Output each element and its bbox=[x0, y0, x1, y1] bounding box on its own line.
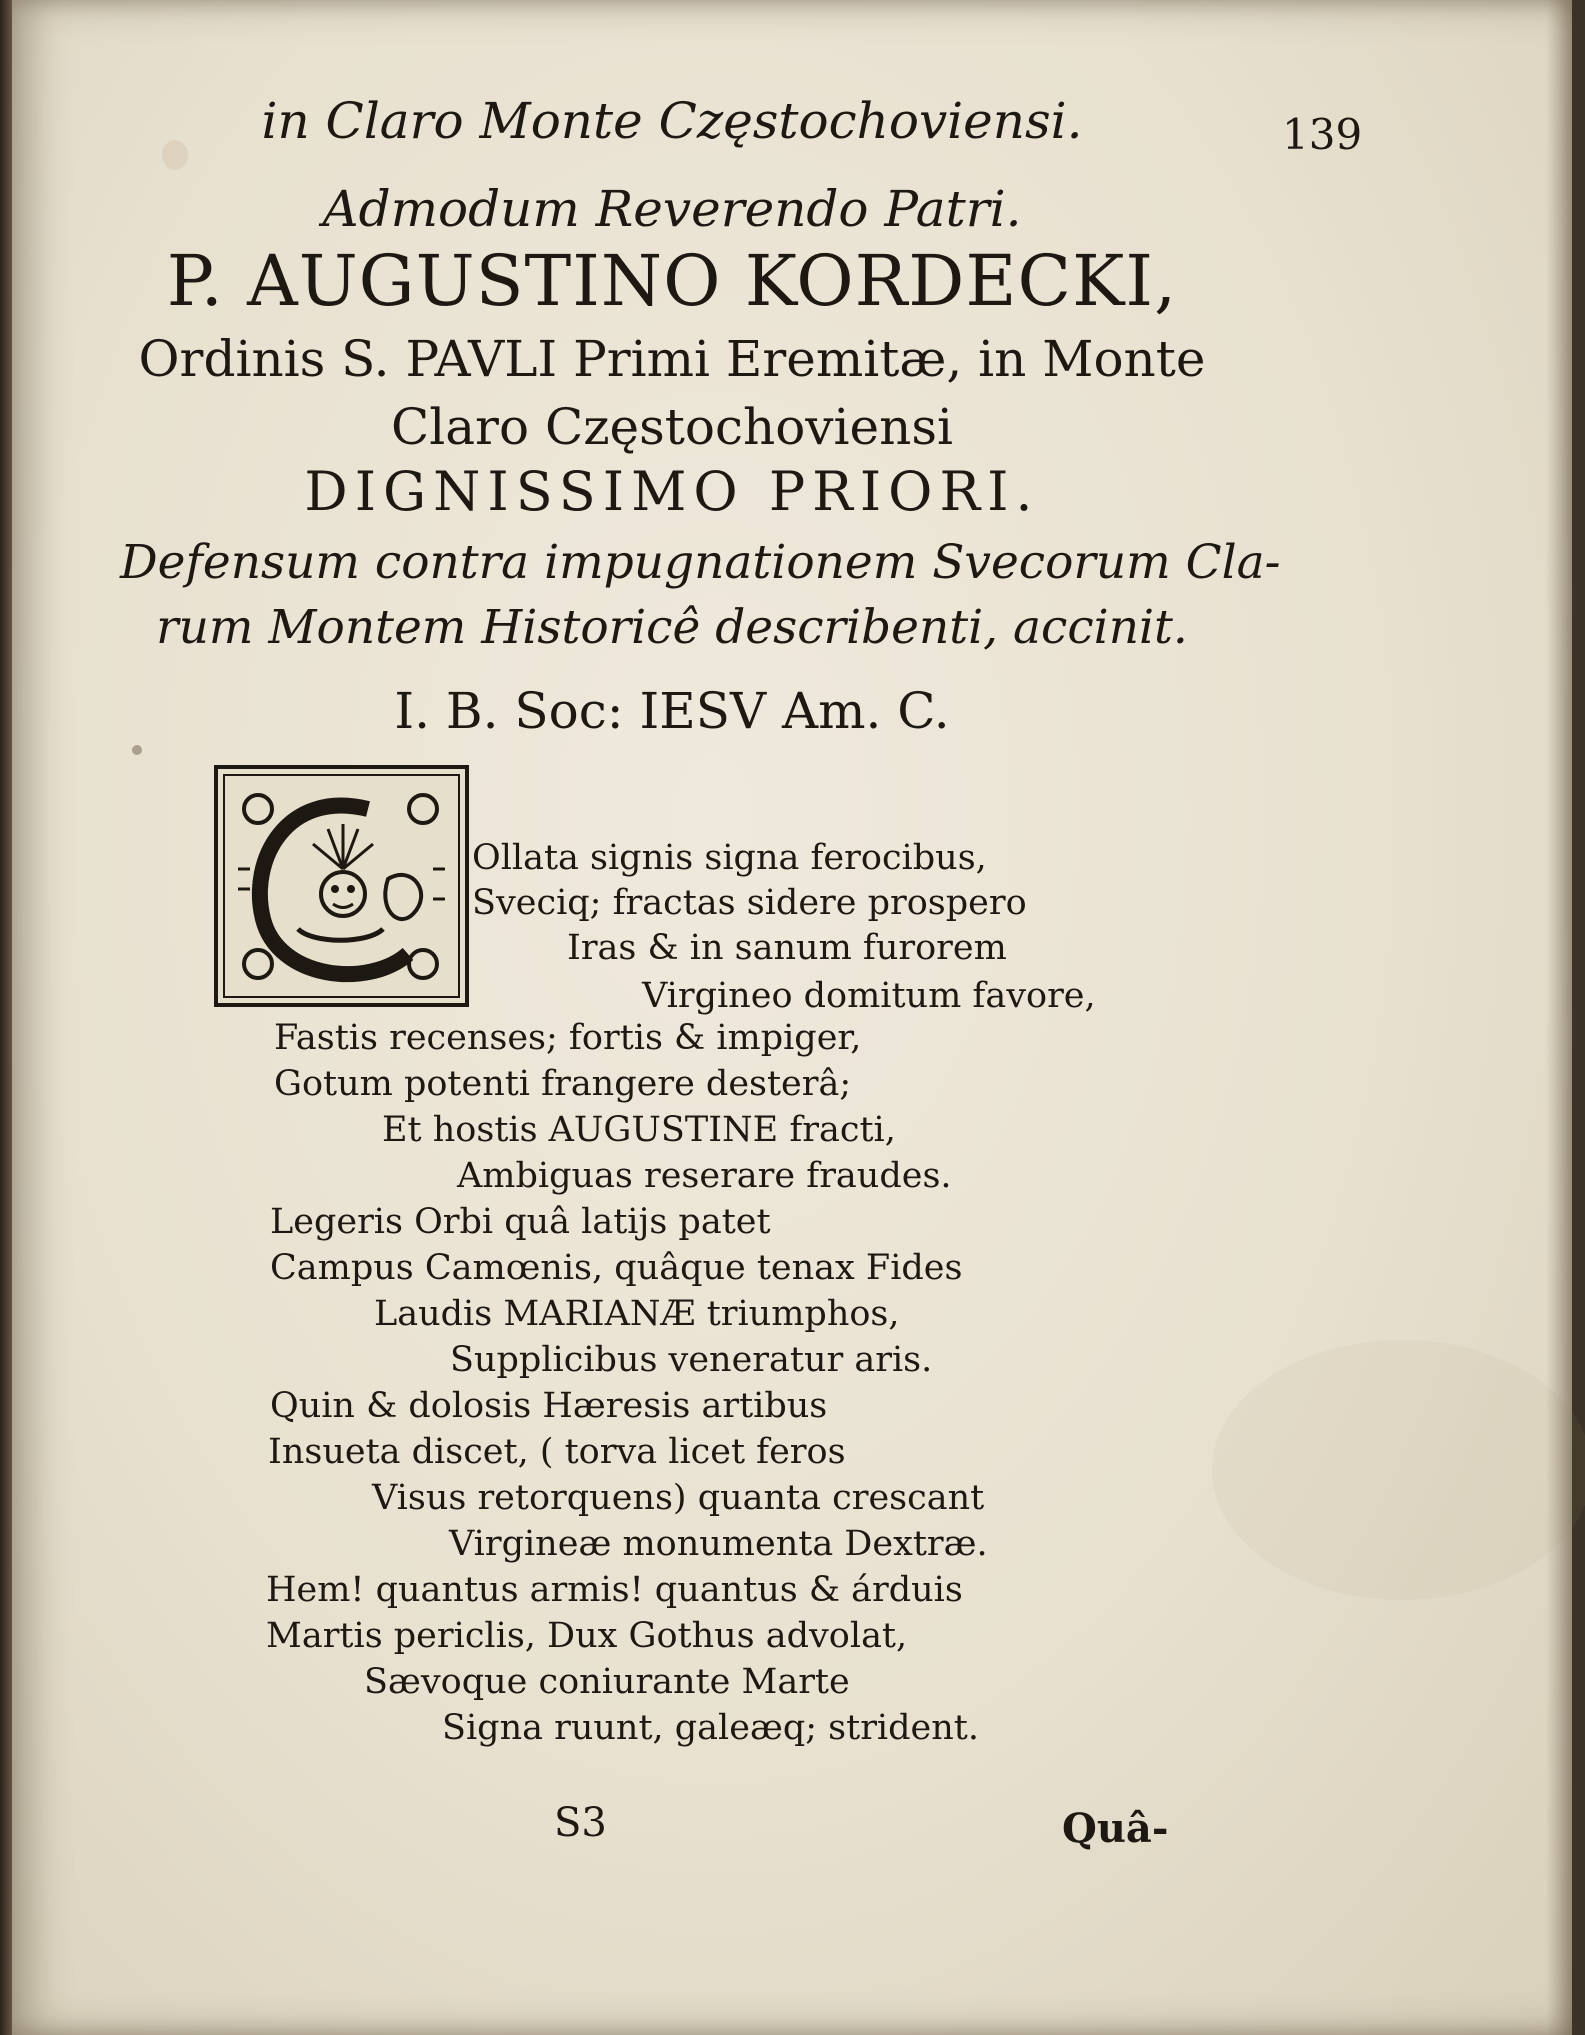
page-edge-shadow bbox=[1546, 0, 1572, 2035]
decorated-initial-c bbox=[214, 765, 469, 1007]
catchword: Quâ- bbox=[1062, 1805, 1169, 1852]
dedication-line-7: rum Montem Historicê describenti, accinit. bbox=[156, 600, 1188, 655]
dedication-line-4: Claro Częstochoviensi bbox=[391, 398, 953, 456]
verse-line: Et hostis AUGUSTINE fracti, bbox=[382, 1110, 896, 1150]
verse-line: Supplicibus veneratur aris. bbox=[450, 1340, 933, 1380]
dedication-line-6: Defensum contra impugnationem Svecorum Cla- bbox=[120, 535, 1281, 590]
verse-line: Ambiguas reserare fraudes. bbox=[457, 1156, 952, 1196]
verse-line: Fastis recenses; fortis & impiger, bbox=[274, 1018, 862, 1058]
woodcut-ornament-icon bbox=[218, 769, 465, 1003]
verse-line: Laudis MARIANÆ triumphos, bbox=[374, 1294, 900, 1334]
author-line: I. B. Soc: IESV Am. C. bbox=[394, 682, 950, 740]
verse-line: Insueta discet, ( torva licet feros bbox=[268, 1432, 846, 1472]
verse-line: Iras & in sanum furorem bbox=[567, 928, 1007, 968]
show-through-stain bbox=[1212, 1340, 1585, 1600]
dedication-line-1: Admodum Reverendo Patri. bbox=[322, 180, 1022, 238]
verse-line: Sveciq; fractas sidere prospero bbox=[472, 883, 1027, 923]
running-head: in Claro Monte Częstochoviensi. bbox=[261, 92, 1083, 150]
page-number: 139 bbox=[1282, 110, 1363, 159]
verse-line: Virgineæ monumenta Dextræ. bbox=[449, 1524, 988, 1564]
signature-mark: S3 bbox=[554, 1800, 607, 1846]
verse-line: Campus Camœnis, quâque tenax Fides bbox=[270, 1248, 963, 1288]
dedicatee-name: P. AUGUSTINO KORDECKI, bbox=[166, 240, 1178, 322]
dedication-line-5: DIGNISSIMO PRIORI. bbox=[304, 460, 1040, 523]
verse-line: Martis periclis, Dux Gothus advolat, bbox=[266, 1616, 908, 1656]
dedication-line-3: Ordinis S. PAVLI Primi Eremitæ, in Monte bbox=[138, 330, 1206, 388]
verse-line: Virgineo domitum favore, bbox=[642, 976, 1096, 1016]
verse-line: Signa ruunt, galeæq; strident. bbox=[442, 1708, 979, 1748]
verse-line: Legeris Orbi quâ latijs patet bbox=[270, 1202, 771, 1242]
verse-line: Quin & dolosis Hæresis artibus bbox=[270, 1386, 828, 1426]
verse-line: Gotum potenti frangere desterâ; bbox=[274, 1064, 852, 1104]
verse-line: Ollata signis signa ferocibus, bbox=[472, 838, 987, 878]
book-page bbox=[12, 0, 1572, 2035]
verse-line: Visus retorquens) quanta crescant bbox=[372, 1478, 985, 1518]
verse-line: Sævoque coniurante Marte bbox=[364, 1662, 850, 1702]
ink-speck bbox=[132, 745, 142, 755]
verse-line: Hem! quantus armis! quantus & árduis bbox=[266, 1570, 963, 1610]
